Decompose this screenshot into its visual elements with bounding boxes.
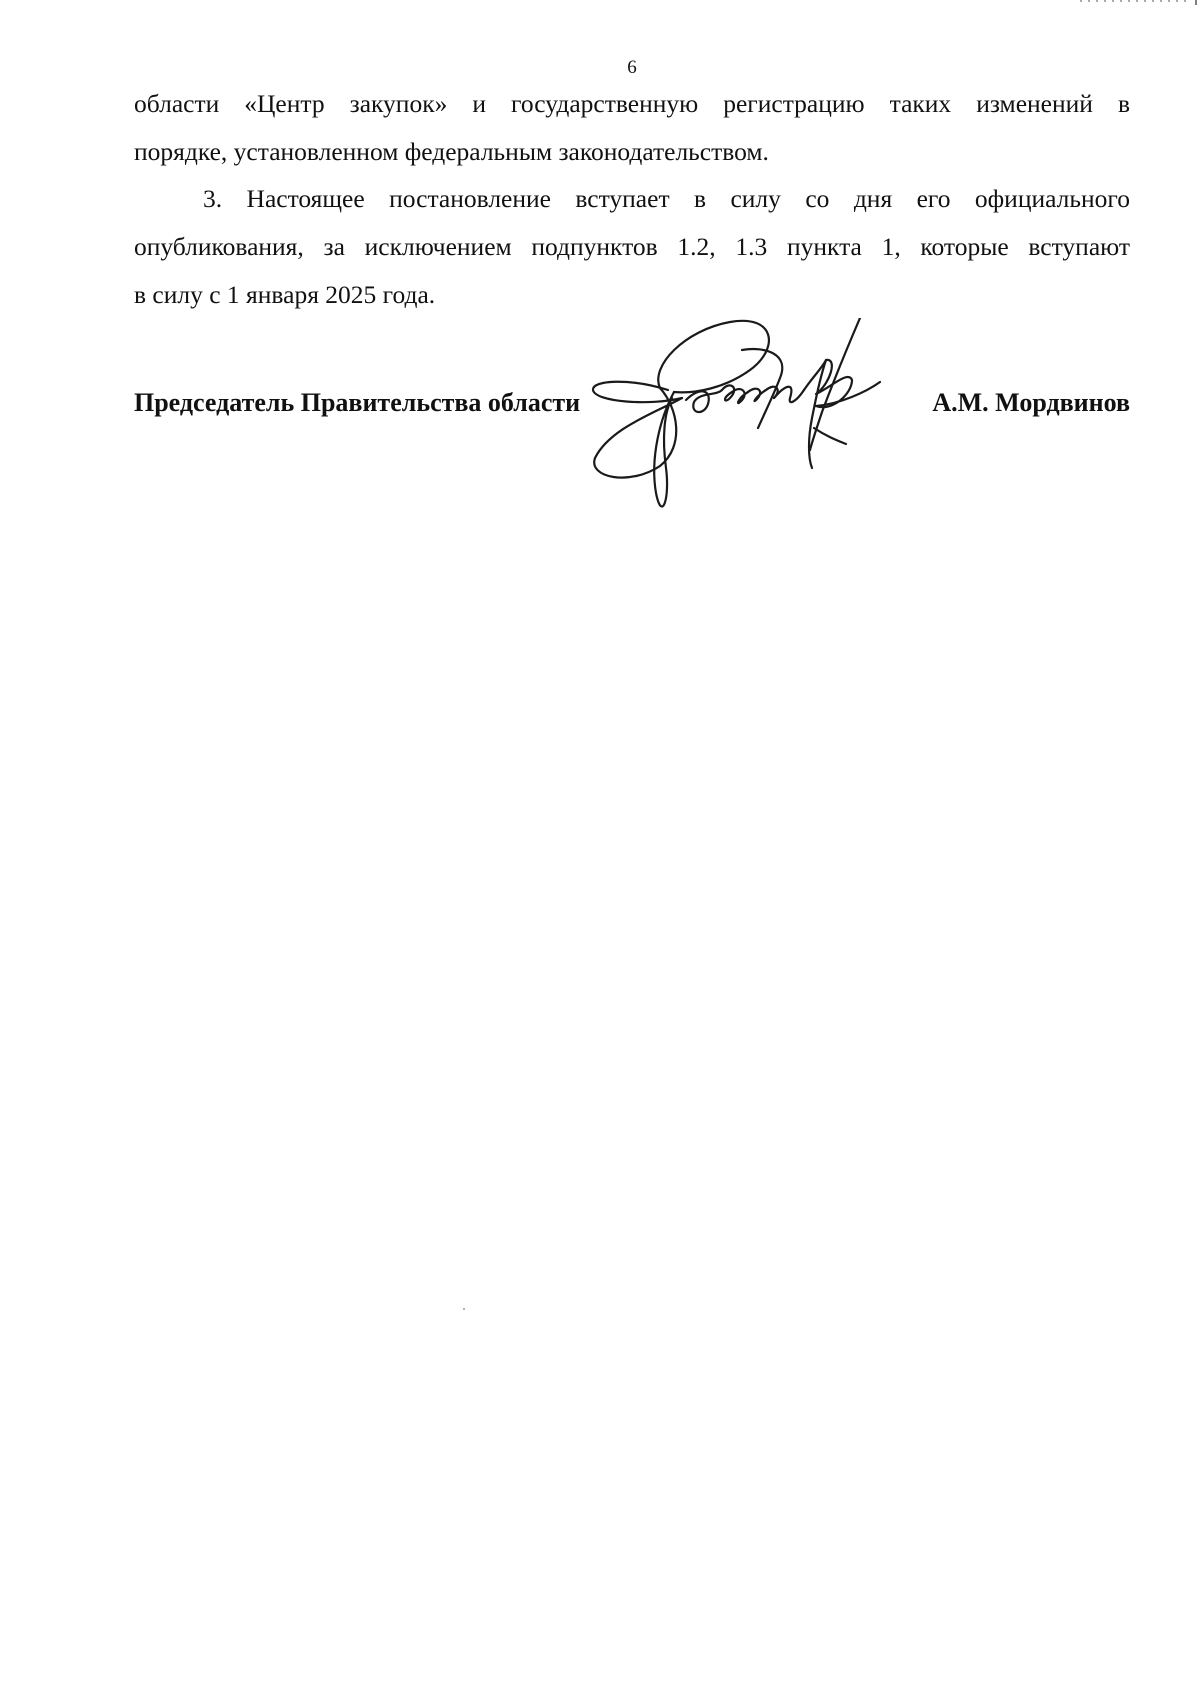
paragraph-1-line-2: порядке, установленном федеральным законодательством.: [134, 137, 769, 166]
signature-strokes: [593, 318, 880, 507]
paragraph-3-line-3: в силу с 1 января 2025 года.: [134, 280, 436, 309]
page-number: 6: [627, 57, 637, 78]
paragraph-1: [134, 80, 1130, 176]
paragraph-1-line-1: области «Центр закупок» и государственную регистрацию таких изменений в: [134, 89, 1130, 118]
paragraph-3: [134, 175, 1130, 319]
handwritten-signature-icon: [590, 318, 950, 528]
paragraph-3-line-2: опубликования, за исключением подпунктов 1.2, 1.3 пункта 1, которые вступают: [134, 232, 1130, 261]
signer-title: Председатель Правительства области: [134, 388, 581, 417]
signer-name: А.М. Мордвинов: [932, 388, 1130, 417]
scan-edge-mark: [1040, 0, 1200, 6]
scan-speck: [463, 1308, 465, 1310]
paragraph-3-line-1: 3. Настоящее постановление вступает в силу со дня его официального: [203, 184, 1130, 213]
